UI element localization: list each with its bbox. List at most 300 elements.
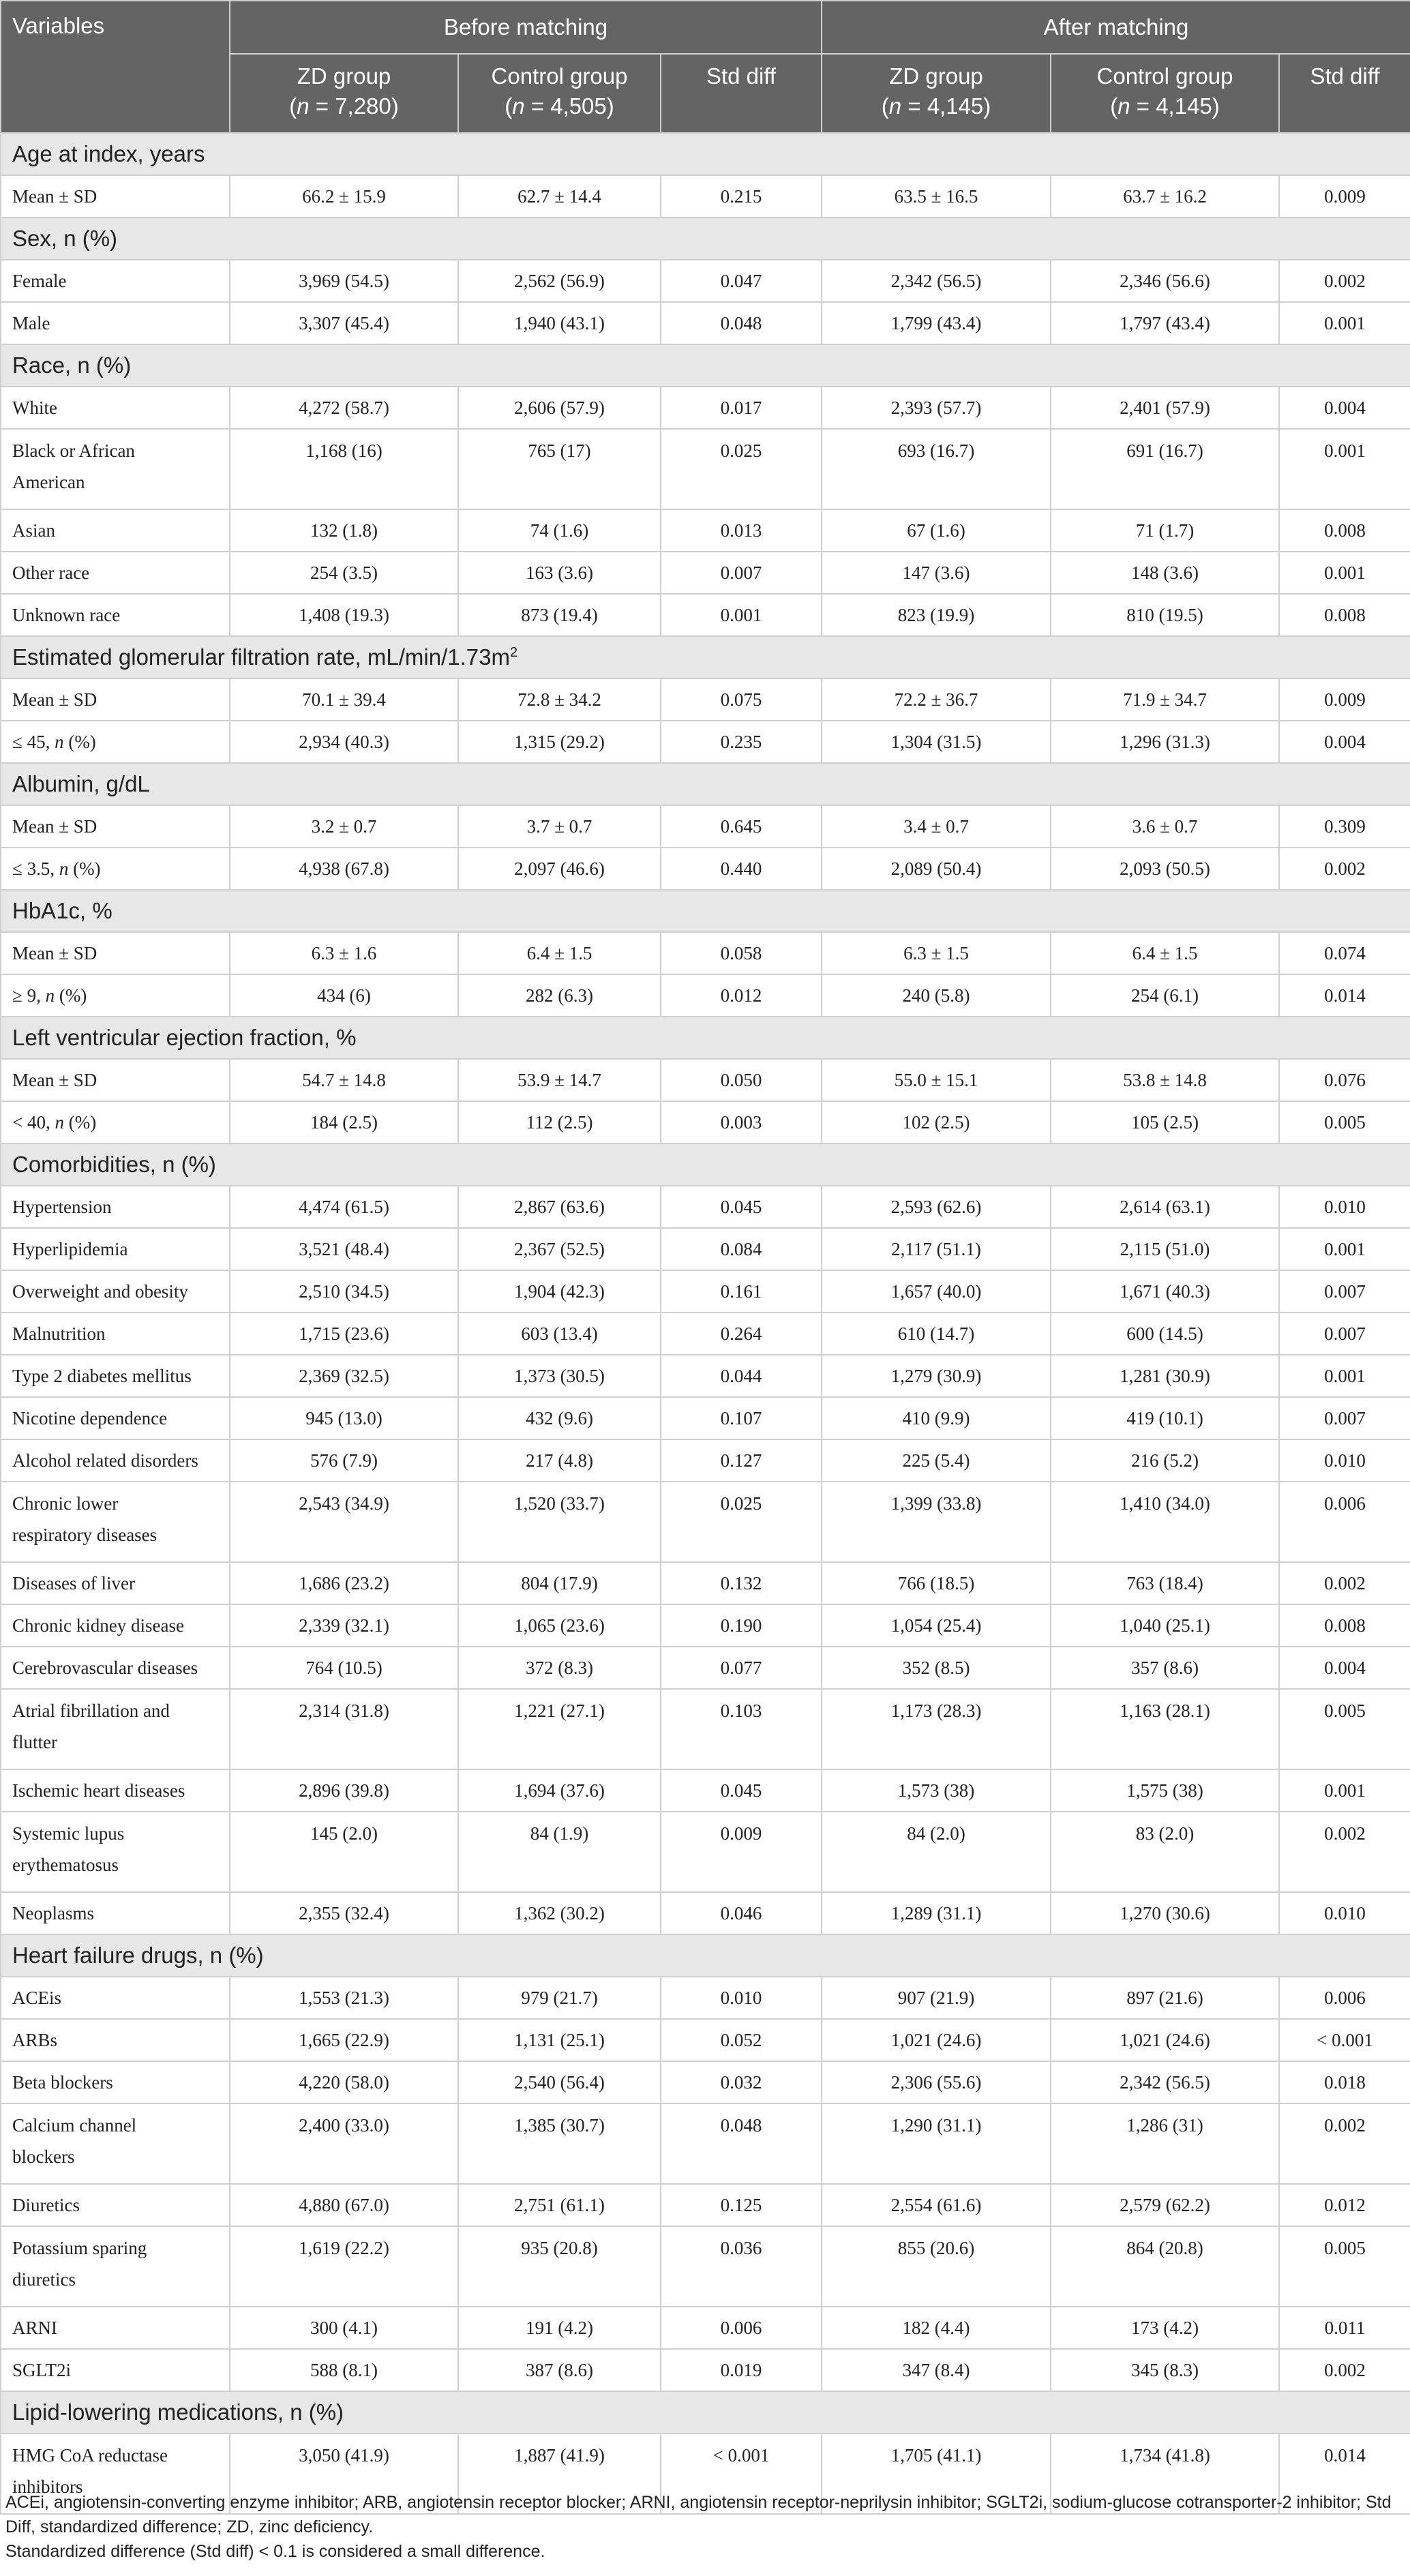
row-value-col-5: 0.011 bbox=[1279, 2307, 1410, 2349]
row-value-col-0: 254 (3.5) bbox=[230, 552, 458, 594]
section-title bbox=[1, 1017, 1410, 1059]
row-label-part: (%) bbox=[63, 731, 96, 752]
row-value-col-2: 0.077 bbox=[661, 1647, 822, 1689]
table-row bbox=[1, 1228, 1410, 1270]
row-label bbox=[1, 2103, 230, 2184]
row-value-col-3: 2,393 (57.7) bbox=[822, 387, 1051, 429]
row-value-col-1: 1,221 (27.1) bbox=[458, 1689, 661, 1769]
row-value-col-3: 2,593 (62.6) bbox=[822, 1186, 1051, 1228]
section-row bbox=[1, 2391, 1410, 2433]
row-value-col-2: 0.215 bbox=[661, 175, 822, 218]
row-value-col-0: 2,314 (31.8) bbox=[230, 1689, 458, 1769]
row-value-col-4: 2,093 (50.5) bbox=[1051, 848, 1279, 890]
row-value-col-2: 0.050 bbox=[661, 1059, 822, 1101]
table-header bbox=[1, 1, 1410, 133]
row-value-col-0: 2,896 (39.8) bbox=[230, 1769, 458, 1812]
row-value-col-0: 4,272 (58.7) bbox=[230, 387, 458, 429]
row-label-part: < 40, bbox=[12, 1111, 55, 1133]
table-row bbox=[1, 1397, 1410, 1439]
row-label-line: flutter bbox=[12, 1732, 57, 1752]
table-row bbox=[1, 2349, 1410, 2391]
row-label-part: n bbox=[55, 1111, 64, 1133]
row-value-col-2: 0.161 bbox=[661, 1270, 822, 1313]
row-value-col-3: 72.2 ± 36.7 bbox=[822, 678, 1051, 721]
row-value-col-3: 147 (3.6) bbox=[822, 552, 1051, 594]
row-value-col-0: 3.2 ± 0.7 bbox=[230, 805, 458, 848]
table-row bbox=[1, 2307, 1410, 2349]
row-value-col-1: 1,065 (23.6) bbox=[458, 1604, 661, 1647]
row-value-col-3: 225 (5.4) bbox=[822, 1439, 1051, 1482]
row-value-col-4: 1,734 (41.8) bbox=[1051, 2433, 1279, 2514]
section-title bbox=[1, 890, 1410, 932]
row-value-col-2: 0.047 bbox=[661, 260, 822, 302]
row-value-col-5: 0.007 bbox=[1279, 1313, 1410, 1355]
header-col-n: (n = 4,505) bbox=[505, 93, 614, 119]
section-title bbox=[1, 344, 1410, 387]
row-value-col-2: 0.052 bbox=[661, 2019, 822, 2061]
row-label bbox=[1, 1101, 230, 1143]
row-label-part: n bbox=[55, 731, 64, 752]
row-label: Hyperlipidemia bbox=[1, 1228, 230, 1270]
table-row bbox=[1, 552, 1410, 594]
header-col-n-value: 7,280 bbox=[335, 93, 391, 119]
row-label-part: (%) bbox=[55, 985, 87, 1006]
row-value-col-2: 0.044 bbox=[661, 1355, 822, 1397]
row-label: Malnutrition bbox=[1, 1313, 230, 1355]
row-value-col-5: 0.006 bbox=[1279, 1977, 1410, 2019]
row-value-col-4: 1,021 (24.6) bbox=[1051, 2019, 1279, 2061]
section-title-text: Comorbidities, n (%) bbox=[12, 1152, 216, 1177]
section-title-text: Sex, n (%) bbox=[12, 226, 118, 251]
row-value-col-0: 1,408 (19.3) bbox=[230, 594, 458, 636]
table-row bbox=[1, 302, 1410, 344]
table-row bbox=[1, 1439, 1410, 1482]
row-value-col-1: 3.7 ± 0.7 bbox=[458, 805, 661, 848]
row-label: White bbox=[1, 387, 230, 429]
row-value-col-1: 53.9 ± 14.7 bbox=[458, 1059, 661, 1101]
row-value-col-5: 0.007 bbox=[1279, 1270, 1410, 1313]
section-title-text: Left ventricular ejection fraction, % bbox=[12, 1025, 357, 1050]
row-value-col-2: 0.058 bbox=[661, 932, 822, 974]
header-col-n-value: 4,145 bbox=[927, 93, 984, 119]
row-value-col-3: 1,173 (28.3) bbox=[822, 1689, 1051, 1769]
row-value-col-3: 182 (4.4) bbox=[822, 2307, 1051, 2349]
row-value-col-5: 0.018 bbox=[1279, 2061, 1410, 2103]
header-col-label: ZD group bbox=[889, 63, 983, 89]
row-value-col-5: 0.001 bbox=[1279, 552, 1410, 594]
row-value-col-3: 1,304 (31.5) bbox=[822, 721, 1051, 763]
row-label: Neoplasms bbox=[1, 1892, 230, 1934]
row-value-col-2: 0.045 bbox=[661, 1186, 822, 1228]
row-value-col-3: 352 (8.5) bbox=[822, 1647, 1051, 1689]
row-value-col-4: 763 (18.4) bbox=[1051, 1562, 1279, 1604]
row-value-col-5: 0.004 bbox=[1279, 1647, 1410, 1689]
row-value-col-1: 765 (17) bbox=[458, 429, 661, 509]
row-value-col-2: 0.032 bbox=[661, 2061, 822, 2103]
row-value-col-1: 217 (4.8) bbox=[458, 1439, 661, 1482]
row-label-part: n bbox=[45, 985, 55, 1006]
row-label-part: ≤ 45, bbox=[12, 731, 55, 752]
section-title-text: Age at index, years bbox=[12, 141, 205, 166]
table-row bbox=[1, 1313, 1410, 1355]
header-col-5 bbox=[1279, 54, 1410, 133]
row-value-col-5: 0.002 bbox=[1279, 260, 1410, 302]
row-value-col-0: 132 (1.8) bbox=[230, 509, 458, 552]
footnote-abbreviations: ACEi, angiotensin-converting enzyme inhibitor; ARB, angiotensin receptor blocker; ARNI, angiotensin receptor-neprilysin inhibitor; SGLT2i, sodium-glucose cotransporter-2 inhibitor; Std Diff, standardized difference; ZD, zinc deficiency. bbox=[5, 2493, 1392, 2536]
row-label-line: inhibitors bbox=[12, 2476, 83, 2497]
row-value-col-1: 1,940 (43.1) bbox=[458, 302, 661, 344]
row-value-col-4: 810 (19.5) bbox=[1051, 594, 1279, 636]
row-value-col-4: 53.8 ± 14.8 bbox=[1051, 1059, 1279, 1101]
row-value-col-0: 4,220 (58.0) bbox=[230, 2061, 458, 2103]
row-value-col-4: 1,270 (30.6) bbox=[1051, 1892, 1279, 1934]
row-label-line: Calcium channel bbox=[12, 2115, 137, 2136]
section-title-text: Lipid-lowering medications, n (%) bbox=[12, 2399, 344, 2425]
row-value-col-5: 0.002 bbox=[1279, 848, 1410, 890]
row-label: Unknown race bbox=[1, 594, 230, 636]
row-value-col-5: 0.007 bbox=[1279, 1397, 1410, 1439]
row-value-col-5: 0.008 bbox=[1279, 1604, 1410, 1647]
table-row bbox=[1, 1101, 1410, 1143]
table-row bbox=[1, 1689, 1410, 1769]
row-value-col-0: 4,938 (67.8) bbox=[230, 848, 458, 890]
row-value-col-4: 2,115 (51.0) bbox=[1051, 1228, 1279, 1270]
row-value-col-3: 1,289 (31.1) bbox=[822, 1892, 1051, 1934]
row-value-col-3: 823 (19.9) bbox=[822, 594, 1051, 636]
row-value-col-1: 62.7 ± 14.4 bbox=[458, 175, 661, 218]
row-value-col-0: 1,619 (22.2) bbox=[230, 2226, 458, 2307]
row-value-col-0: 184 (2.5) bbox=[230, 1101, 458, 1143]
row-value-col-5: 0.012 bbox=[1279, 2184, 1410, 2226]
row-value-col-5: 0.001 bbox=[1279, 302, 1410, 344]
row-value-col-4: 2,401 (57.9) bbox=[1051, 387, 1279, 429]
header-col-1 bbox=[458, 54, 661, 133]
row-value-col-5: 0.309 bbox=[1279, 805, 1410, 848]
row-value-col-4: 1,797 (43.4) bbox=[1051, 302, 1279, 344]
row-value-col-0: 434 (6) bbox=[230, 974, 458, 1017]
row-value-col-4: 419 (10.1) bbox=[1051, 1397, 1279, 1439]
row-label: Mean ± SD bbox=[1, 805, 230, 848]
section-title-text: Albumin, g/dL bbox=[12, 771, 150, 796]
table-row bbox=[1, 1604, 1410, 1647]
row-value-col-3: 1,279 (30.9) bbox=[822, 1355, 1051, 1397]
header-row-groups bbox=[1, 1, 1410, 54]
row-value-col-4: 6.4 ± 1.5 bbox=[1051, 932, 1279, 974]
table-footnotes bbox=[5, 2490, 1396, 2564]
row-value-col-1: 1,385 (30.7) bbox=[458, 2103, 661, 2184]
row-value-col-3: 1,021 (24.6) bbox=[822, 2019, 1051, 2061]
row-value-col-2: 0.125 bbox=[661, 2184, 822, 2226]
section-title bbox=[1, 218, 1410, 260]
row-value-col-2: 0.001 bbox=[661, 594, 822, 636]
header-col-2 bbox=[661, 54, 822, 133]
table-row bbox=[1, 805, 1410, 848]
row-value-col-5: 0.002 bbox=[1279, 1812, 1410, 1892]
row-value-col-0: 54.7 ± 14.8 bbox=[230, 1059, 458, 1101]
section-title bbox=[1, 1934, 1410, 1977]
row-value-col-4: 1,296 (31.3) bbox=[1051, 721, 1279, 763]
row-value-col-5: 0.009 bbox=[1279, 678, 1410, 721]
row-value-col-2: 0.010 bbox=[661, 1977, 822, 2019]
row-label: Asian bbox=[1, 509, 230, 552]
row-value-col-0: 6.3 ± 1.6 bbox=[230, 932, 458, 974]
table-row bbox=[1, 1812, 1410, 1892]
row-value-col-5: 0.006 bbox=[1279, 1482, 1410, 1562]
section-title-text: HbA1c, % bbox=[12, 898, 112, 923]
row-value-col-5: 0.010 bbox=[1279, 1186, 1410, 1228]
row-value-col-1: 603 (13.4) bbox=[458, 1313, 661, 1355]
header-col-label: Control group bbox=[491, 63, 628, 89]
row-value-col-0: 70.1 ± 39.4 bbox=[230, 678, 458, 721]
row-value-col-2: 0.009 bbox=[661, 1812, 822, 1892]
row-label-line: diuretics bbox=[12, 2269, 76, 2290]
row-label-line: respiratory diseases bbox=[12, 1525, 158, 1545]
row-label: Chronic kidney disease bbox=[1, 1604, 230, 1647]
row-label bbox=[1, 2226, 230, 2307]
table-row bbox=[1, 1355, 1410, 1397]
row-value-col-3: 2,306 (55.6) bbox=[822, 2061, 1051, 2103]
table-row bbox=[1, 932, 1410, 974]
row-label: SGLT2i bbox=[1, 2349, 230, 2391]
header-before-matching: Before matching bbox=[230, 1, 822, 54]
row-label: Mean ± SD bbox=[1, 175, 230, 218]
row-value-col-0: 4,474 (61.5) bbox=[230, 1186, 458, 1228]
row-value-col-2: 0.440 bbox=[661, 848, 822, 890]
row-value-col-1: 282 (6.3) bbox=[458, 974, 661, 1017]
row-value-col-3: 855 (20.6) bbox=[822, 2226, 1051, 2307]
section-row bbox=[1, 218, 1410, 260]
row-value-col-1: 6.4 ± 1.5 bbox=[458, 932, 661, 974]
row-value-col-0: 576 (7.9) bbox=[230, 1439, 458, 1482]
section-title bbox=[1, 636, 1410, 678]
row-value-col-5: 0.002 bbox=[1279, 2349, 1410, 2391]
row-value-col-2: 0.107 bbox=[661, 1397, 822, 1439]
table-row bbox=[1, 678, 1410, 721]
row-value-col-2: 0.235 bbox=[661, 721, 822, 763]
table-row bbox=[1, 387, 1410, 429]
row-value-col-1: 1,520 (33.7) bbox=[458, 1482, 661, 1562]
row-value-col-0: 145 (2.0) bbox=[230, 1812, 458, 1892]
section-row bbox=[1, 344, 1410, 387]
row-value-col-1: 2,751 (61.1) bbox=[458, 2184, 661, 2226]
row-value-col-5: 0.014 bbox=[1279, 974, 1410, 1017]
header-col-label: Std diff bbox=[706, 63, 777, 89]
section-title-superscript: 2 bbox=[509, 645, 518, 660]
section-row bbox=[1, 133, 1410, 175]
row-value-col-0: 2,355 (32.4) bbox=[230, 1892, 458, 1934]
row-label bbox=[1, 974, 230, 1017]
row-value-col-5: 0.009 bbox=[1279, 175, 1410, 218]
table-row bbox=[1, 1059, 1410, 1101]
header-variables: Variables bbox=[1, 1, 230, 133]
table-row bbox=[1, 429, 1410, 509]
row-value-col-3: 63.5 ± 16.5 bbox=[822, 175, 1051, 218]
header-col-0 bbox=[230, 54, 458, 133]
row-label-part: ≥ 9, bbox=[12, 985, 46, 1006]
row-value-col-1: 979 (21.7) bbox=[458, 1977, 661, 2019]
row-value-col-0: 945 (13.0) bbox=[230, 1397, 458, 1439]
header-col-n-value: 4,145 bbox=[1156, 93, 1212, 119]
row-value-col-4: 2,579 (62.2) bbox=[1051, 2184, 1279, 2226]
row-label-line: Atrial fibrillation and bbox=[12, 1701, 170, 1721]
row-value-col-0: 300 (4.1) bbox=[230, 2307, 458, 2349]
row-value-col-1: 804 (17.9) bbox=[458, 1562, 661, 1604]
row-label: Overweight and obesity bbox=[1, 1270, 230, 1313]
row-value-col-4: 691 (16.7) bbox=[1051, 429, 1279, 509]
row-value-col-5: 0.001 bbox=[1279, 1355, 1410, 1397]
row-label: ACEis bbox=[1, 1977, 230, 2019]
row-value-col-2: 0.048 bbox=[661, 302, 822, 344]
row-value-col-4: 254 (6.1) bbox=[1051, 974, 1279, 1017]
header-col-3 bbox=[822, 54, 1051, 133]
row-value-col-0: 66.2 ± 15.9 bbox=[230, 175, 458, 218]
row-value-col-4: 345 (8.3) bbox=[1051, 2349, 1279, 2391]
row-value-col-1: 387 (8.6) bbox=[458, 2349, 661, 2391]
row-value-col-4: 2,346 (56.6) bbox=[1051, 260, 1279, 302]
table-row bbox=[1, 1892, 1410, 1934]
row-value-col-5: 0.074 bbox=[1279, 932, 1410, 974]
row-value-col-4: 600 (14.5) bbox=[1051, 1313, 1279, 1355]
row-value-col-1: 1,373 (30.5) bbox=[458, 1355, 661, 1397]
row-value-col-0: 2,510 (34.5) bbox=[230, 1270, 458, 1313]
row-value-col-3: 2,554 (61.6) bbox=[822, 2184, 1051, 2226]
row-value-col-4: 2,342 (56.5) bbox=[1051, 2061, 1279, 2103]
row-value-col-1: 163 (3.6) bbox=[458, 552, 661, 594]
row-value-col-2: 0.019 bbox=[661, 2349, 822, 2391]
row-value-col-1: 372 (8.3) bbox=[458, 1647, 661, 1689]
row-value-col-3: 1,705 (41.1) bbox=[822, 2433, 1051, 2514]
table-row bbox=[1, 1977, 1410, 2019]
row-label-part: n bbox=[59, 858, 69, 879]
row-value-col-3: 3.4 ± 0.7 bbox=[822, 805, 1051, 848]
section-title bbox=[1, 2391, 1410, 2433]
row-value-col-1: 935 (20.8) bbox=[458, 2226, 661, 2307]
row-label bbox=[1, 848, 230, 890]
row-label-part: (%) bbox=[68, 858, 101, 879]
row-value-col-2: 0.084 bbox=[661, 1228, 822, 1270]
row-value-col-2: 0.045 bbox=[661, 1769, 822, 1812]
row-value-col-5: 0.004 bbox=[1279, 721, 1410, 763]
row-value-col-3: 766 (18.5) bbox=[822, 1562, 1051, 1604]
row-value-col-3: 2,089 (50.4) bbox=[822, 848, 1051, 890]
row-value-col-0: 764 (10.5) bbox=[230, 1647, 458, 1689]
row-value-col-1: 1,131 (25.1) bbox=[458, 2019, 661, 2061]
row-label bbox=[1, 1482, 230, 1562]
row-value-col-2: 0.048 bbox=[661, 2103, 822, 2184]
row-label: Diseases of liver bbox=[1, 1562, 230, 1604]
row-value-col-4: 1,671 (40.3) bbox=[1051, 1270, 1279, 1313]
row-value-col-3: 1,657 (40.0) bbox=[822, 1270, 1051, 1313]
row-value-col-1: 74 (1.6) bbox=[458, 509, 661, 552]
row-value-col-1: 1,315 (29.2) bbox=[458, 721, 661, 763]
row-value-col-4: 216 (5.2) bbox=[1051, 1439, 1279, 1482]
row-value-col-0: 1,686 (23.2) bbox=[230, 1562, 458, 1604]
row-value-col-1: 2,867 (63.6) bbox=[458, 1186, 661, 1228]
row-label: Nicotine dependence bbox=[1, 1397, 230, 1439]
row-value-col-0: 3,307 (45.4) bbox=[230, 302, 458, 344]
table-row bbox=[1, 2226, 1410, 2307]
header-col-n-value: 4,505 bbox=[550, 93, 607, 119]
row-label: Male bbox=[1, 302, 230, 344]
row-value-col-4: 1,163 (28.1) bbox=[1051, 1689, 1279, 1769]
row-label: Beta blockers bbox=[1, 2061, 230, 2103]
row-value-col-3: 2,342 (56.5) bbox=[822, 260, 1051, 302]
row-value-col-0: 3,521 (48.4) bbox=[230, 1228, 458, 1270]
row-value-col-1: 1,362 (30.2) bbox=[458, 1892, 661, 1934]
row-label bbox=[1, 429, 230, 509]
row-value-col-0: 1,665 (22.9) bbox=[230, 2019, 458, 2061]
row-value-col-5: 0.010 bbox=[1279, 1892, 1410, 1934]
table-row bbox=[1, 1647, 1410, 1689]
row-value-col-5: 0.008 bbox=[1279, 594, 1410, 636]
row-value-col-4: 71.9 ± 34.7 bbox=[1051, 678, 1279, 721]
row-value-col-4: 864 (20.8) bbox=[1051, 2226, 1279, 2307]
row-label: Mean ± SD bbox=[1, 1059, 230, 1101]
row-value-col-3: 693 (16.7) bbox=[822, 429, 1051, 509]
section-row bbox=[1, 1934, 1410, 1977]
row-label: Alcohol related disorders bbox=[1, 1439, 230, 1482]
row-value-col-2: 0.006 bbox=[661, 2307, 822, 2349]
header-col-label: Control group bbox=[1096, 63, 1233, 89]
row-label: Cerebrovascular diseases bbox=[1, 1647, 230, 1689]
row-label: Other race bbox=[1, 552, 230, 594]
row-value-col-4: 1,040 (25.1) bbox=[1051, 1604, 1279, 1647]
row-label: Type 2 diabetes mellitus bbox=[1, 1355, 230, 1397]
table-row bbox=[1, 509, 1410, 552]
header-col-4 bbox=[1051, 54, 1279, 133]
table-row bbox=[1, 1270, 1410, 1313]
row-value-col-1: 2,367 (52.5) bbox=[458, 1228, 661, 1270]
row-value-col-1: 112 (2.5) bbox=[458, 1101, 661, 1143]
row-value-col-4: 1,286 (31) bbox=[1051, 2103, 1279, 2184]
row-value-col-2: 0.132 bbox=[661, 1562, 822, 1604]
row-value-col-5: 0.002 bbox=[1279, 1562, 1410, 1604]
row-value-col-3: 1,054 (25.4) bbox=[822, 1604, 1051, 1647]
table-row bbox=[1, 1482, 1410, 1562]
row-value-col-0: 588 (8.1) bbox=[230, 2349, 458, 2391]
row-label: ARBs bbox=[1, 2019, 230, 2061]
table-row bbox=[1, 2103, 1410, 2184]
row-value-col-1: 1,887 (41.9) bbox=[458, 2433, 661, 2514]
row-value-col-5: 0.005 bbox=[1279, 2226, 1410, 2307]
row-value-col-1: 1,694 (37.6) bbox=[458, 1769, 661, 1812]
row-value-col-1: 873 (19.4) bbox=[458, 594, 661, 636]
row-value-col-3: 1,290 (31.1) bbox=[822, 2103, 1051, 2184]
row-value-col-3: 55.0 ± 15.1 bbox=[822, 1059, 1051, 1101]
row-value-col-5: 0.001 bbox=[1279, 1769, 1410, 1812]
row-value-col-4: 2,614 (63.1) bbox=[1051, 1186, 1279, 1228]
row-label: Mean ± SD bbox=[1, 932, 230, 974]
row-value-col-2: 0.264 bbox=[661, 1313, 822, 1355]
row-value-col-2: 0.007 bbox=[661, 552, 822, 594]
table-row bbox=[1, 721, 1410, 763]
row-value-col-3: 102 (2.5) bbox=[822, 1101, 1051, 1143]
row-value-col-5: 0.002 bbox=[1279, 2103, 1410, 2184]
row-value-col-2: 0.190 bbox=[661, 1604, 822, 1647]
row-label-line: HMG CoA reductase bbox=[12, 2445, 168, 2466]
row-value-col-0: 3,050 (41.9) bbox=[230, 2433, 458, 2514]
section-row bbox=[1, 763, 1410, 805]
row-value-col-1: 84 (1.9) bbox=[458, 1812, 661, 1892]
table-row bbox=[1, 1186, 1410, 1228]
row-value-col-2: 0.012 bbox=[661, 974, 822, 1017]
header-col-label: Std diff bbox=[1310, 63, 1380, 89]
table-row bbox=[1, 175, 1410, 218]
table-row bbox=[1, 594, 1410, 636]
row-value-col-0: 2,400 (33.0) bbox=[230, 2103, 458, 2184]
row-value-col-2: 0.025 bbox=[661, 429, 822, 509]
row-value-col-2: 0.036 bbox=[661, 2226, 822, 2307]
